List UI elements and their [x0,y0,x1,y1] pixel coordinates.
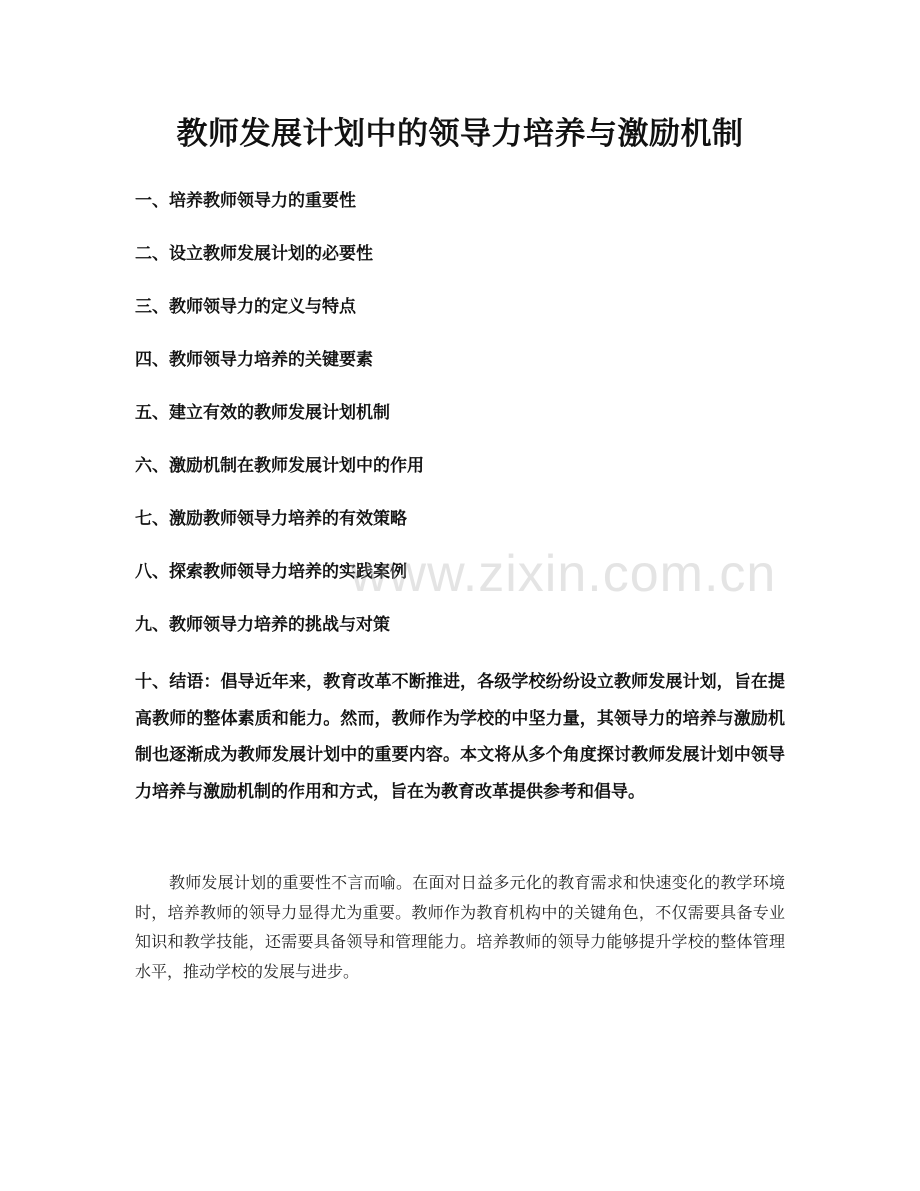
toc-item: 五、建立有效的教师发展计划机制 [135,403,390,423]
watermark: www.zixin.com.cn [350,545,777,603]
toc-item: 四、教师领导力培养的关键要素 [135,350,373,370]
toc-item: 六、激励机制在教师发展计划中的作用 [135,456,424,476]
table-of-contents [135,189,785,666]
toc-item: 八、探索教师领导力培养的实践案例 [135,562,407,582]
document-title: 教师发展计划中的领导力培养与激励机制 [176,116,744,152]
toc-item: 九、教师领导力培养的挑战与对策 [135,615,390,635]
conclusion-paragraph: 十、结语：倡导近年来，教育改革不断推进，各级学校纷纷设立教师发展计划，旨在提高教师的整体素质和能力。然而，教师作为学校的中坚力量，其领导力的培养与激励机制也逐渐成为教师发展计划中的重要内容。本文将从多个角度探讨教师发展计划中领导力培养与激励机制的作用和方式，旨在为教育改革提供参考和倡导。 [135,672,785,802]
toc-item: 一、培养教师领导力的重要性 [135,191,356,211]
body-paragraph: 教师发展计划的重要性不言而喻。在面对日益多元化的教育需求和快速变化的教学环境时，培养教师的领导力显得尤为重要。教师作为教育机构中的关键角色，不仅需要具备专业知识和教学技能，还需要具备领导和管理能力。培养教师的领导力能够提升学校的整体管理水平，推动学校的发展与进步。 [135,873,785,981]
toc-item: 二、设立教师发展计划的必要性 [135,244,373,264]
toc-item: 七、激励教师领导力培养的有效策略 [135,509,407,529]
toc-item: 三、教师领导力的定义与特点 [135,297,356,317]
